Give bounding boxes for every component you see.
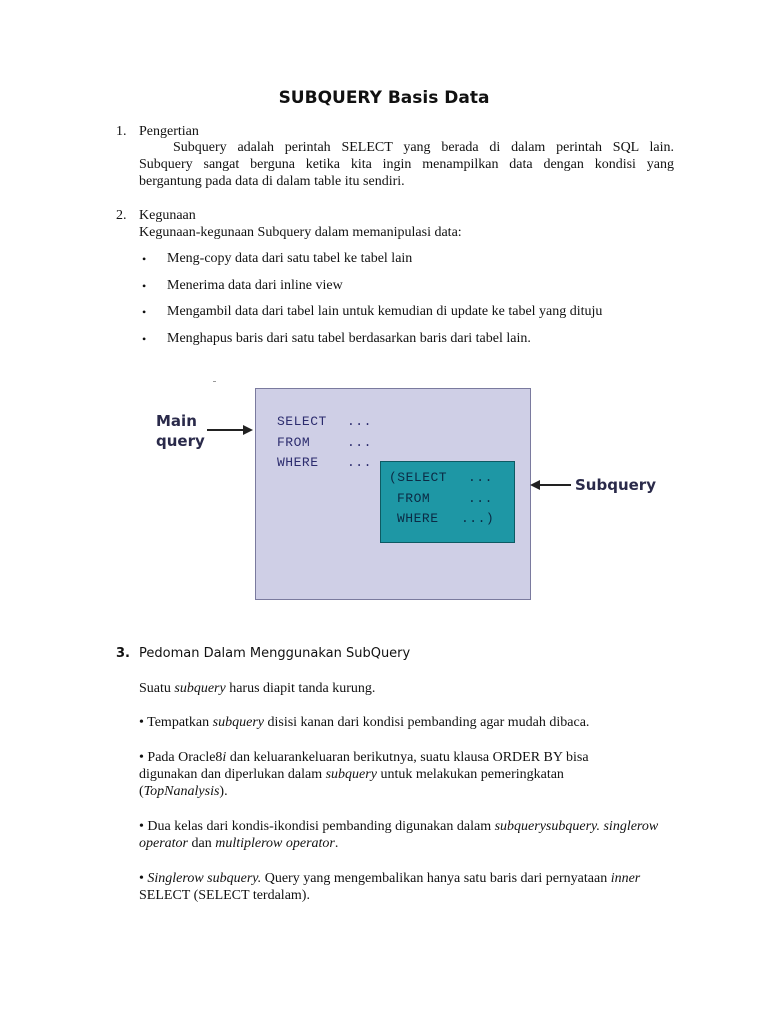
page-title: SUBQUERY Basis Data bbox=[278, 88, 490, 108]
section-1-line-2: Subquery sangat berguna ketika kita ingin menampilkan data dengan kondisi yang bbox=[139, 157, 674, 172]
section-3-heading: Pedoman Dalam Menggunakan SubQuery bbox=[139, 646, 411, 661]
sub-code-end: ...) bbox=[461, 511, 495, 526]
arrow-left-icon bbox=[528, 475, 573, 495]
section-2-intro: Kegunaan-kegunaan Subquery dalam memanipulasi data: bbox=[139, 225, 462, 240]
main-query-label-1: Main bbox=[156, 412, 197, 430]
speck bbox=[213, 381, 216, 382]
list-item: Mengambil data dari tabel lain untuk kemudian di update ke tabel yang dituju bbox=[167, 304, 603, 319]
sub-code-dots: ... bbox=[468, 470, 493, 485]
paragraph-1: Suatu subquery harus diapit tanda kurung. bbox=[139, 681, 376, 696]
paragraph-4: • Dua kelas dari kondis-ikondisi pembanding digunakan dalam subquerysubquery. singlerow operator dan multiplerow operator. bbox=[139, 819, 659, 851]
list-item: Menerima data dari inline view bbox=[167, 278, 343, 293]
subquery-label: Subquery bbox=[575, 476, 656, 494]
sub-code-dots: ... bbox=[468, 491, 493, 506]
code-from: FROM bbox=[277, 435, 311, 450]
section-1-line-1: Subquery adalah perintah SELECT yang berada di dalam perintah SQL lain. bbox=[173, 140, 674, 155]
paragraph-5: • Singlerow subquery. Query yang mengembalikan hanya satu baris dari pernyataan inner SELECT (SELECT terdalam). bbox=[139, 871, 641, 903]
code-dots: ... bbox=[347, 414, 372, 429]
code-where: WHERE bbox=[277, 455, 319, 470]
section-1-line-3: bergantung pada data di dalam table itu sendiri. bbox=[139, 174, 405, 189]
section-1-heading: Pengertian bbox=[139, 124, 199, 139]
sub-code-select: (SELECT bbox=[389, 470, 448, 485]
section-2-heading: Kegunaan bbox=[139, 208, 196, 223]
sub-code-from: FROM bbox=[397, 491, 431, 506]
section-2-number: 2. bbox=[116, 208, 127, 223]
bullet-icon: • bbox=[142, 279, 147, 293]
bullet-icon: • bbox=[142, 305, 147, 319]
sub-code-where: WHERE bbox=[397, 511, 439, 526]
bullet-icon: • bbox=[142, 332, 147, 346]
section-1-number: 1. bbox=[116, 124, 127, 139]
list-item: Menghapus baris dari satu tabel berdasarkan baris dari tabel lain. bbox=[167, 331, 531, 346]
code-dots: ... bbox=[347, 435, 372, 450]
main-query-label-2: query bbox=[156, 432, 205, 450]
bullet-icon: • bbox=[142, 252, 147, 266]
code-select: SELECT bbox=[277, 414, 327, 429]
paragraph-2: • Tempatkan subquery disisi kanan dari kondisi pembanding agar mudah dibaca. bbox=[139, 715, 590, 730]
arrow-right-icon bbox=[205, 420, 255, 440]
code-dots: ... bbox=[347, 455, 372, 470]
list-item: Meng-copy data dari satu tabel ke tabel lain bbox=[167, 251, 413, 266]
section-3-number: 3. bbox=[116, 646, 130, 661]
paragraph-3: • Pada Oracle8i dan keluarankeluaran berikutnya, suatu klausa ORDER BY bisa digunakan dan diperlukan dalam subquery untuk melakukan pemeringkatan (TopNanalysis). bbox=[139, 750, 589, 799]
